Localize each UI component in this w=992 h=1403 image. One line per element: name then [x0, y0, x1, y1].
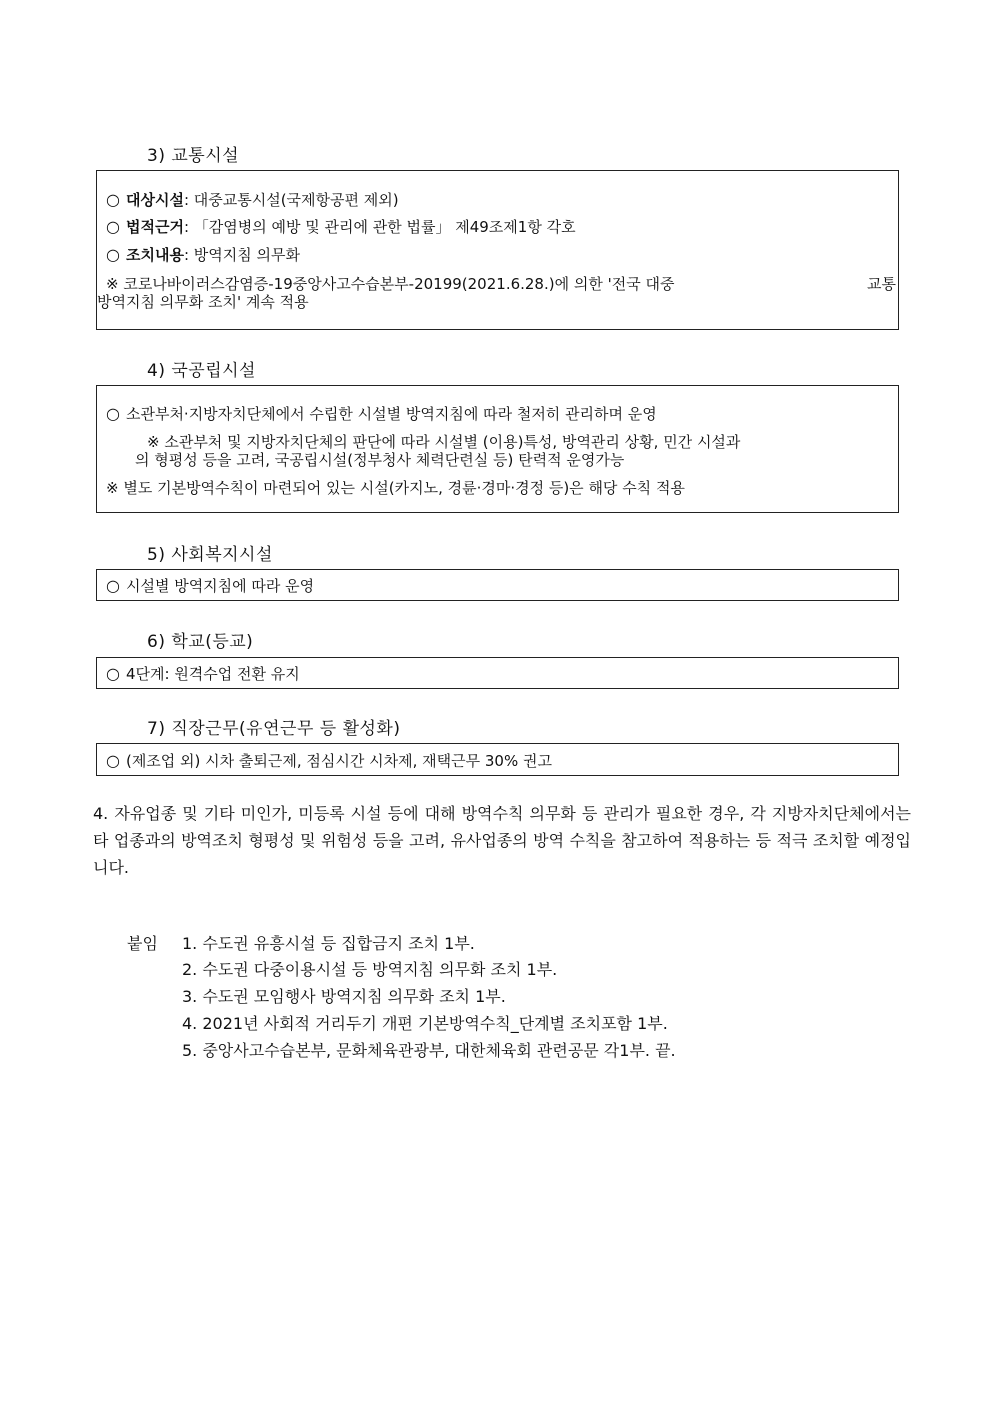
circle-bullet-icon: ○ — [106, 190, 120, 209]
paragraph-4: 4. 자유업종 및 기타 미인가, 미등록 시설 등에 대해 방역수칙 의무화 등 관리가 필요한 경우, 각 지방자치단체에서는 타 업종과의 방역조치 형평성 및 위험성 등을 고려, 유사업종의 방역 수칙을 참고하여 적용하는 등 적극 조치할 예정입니다. — [93, 804, 911, 877]
item-text: (제조업 외) 시차 출퇴근제, 점심시간 시차제, 재택근무 30% 권고 — [125, 752, 552, 770]
attachment-item: 4. 2021년 사회적 거리두기 개편 기본방역수칙_단계별 조치포함 1부. — [182, 1014, 668, 1033]
section-3-heading: 3) 교통시설 — [147, 146, 240, 166]
list-item — [106, 750, 552, 771]
note-text: 방역지침 의무화 조치' 계속 적용 — [97, 293, 309, 311]
list-item — [106, 189, 399, 210]
item-text: 4단계: 원격수업 전환 유지 — [125, 665, 300, 683]
section-6-heading: 6) 학교(등교) — [147, 632, 254, 652]
attachment-item: 3. 수도권 모임행사 방역지침 의무화 조치 1부. — [182, 987, 506, 1006]
circle-bullet-icon: ○ — [106, 245, 120, 264]
item-text: 소관부처·지방자치단체에서 수립한 시설별 방역지침에 따라 철저히 관리하며 운영 — [125, 405, 657, 423]
section-7-box — [96, 743, 899, 776]
item-label: 대상시설 — [125, 191, 184, 209]
item-text: : 대중교통시설(국제항공편 제외) — [183, 191, 399, 209]
item-text: : 「감염병의 예방 및 관리에 관한 법률」 제49조제1항 각호 — [183, 218, 576, 236]
list-item — [106, 575, 314, 596]
list-item — [106, 403, 657, 424]
attachment-label: 붙임 — [127, 934, 158, 953]
note-text: ※ 코로나바이러스감염증-19중앙사고수습본부-20199(2021.6.28.)에 의한 '전국 대중 — [106, 275, 675, 293]
attachment-item: 2. 수도권 다중이용시설 등 방역지침 의무화 조치 1부. — [182, 960, 558, 979]
section-4-box — [96, 385, 899, 513]
circle-bullet-icon: ○ — [106, 576, 120, 595]
list-item — [106, 663, 300, 684]
note-text: ※ 별도 기본방역수칙이 마련되어 있는 시설(카지노, 경륜·경마·경정 등)은 해당 수칙 적용 — [106, 479, 685, 497]
section-7-heading: 7) 직장근무(유연근무 등 활성화) — [147, 719, 401, 739]
attachment-item: 5. 중앙사고수습본부, 문화체육관광부, 대한체육회 관련공문 각1부. 끝. — [182, 1041, 676, 1060]
circle-bullet-icon: ○ — [106, 664, 120, 683]
item-label: 법적근거 — [125, 218, 184, 236]
note-text: 의 형평성 등을 고려, 국공립시설(정부청사 체력단련실 등) 탄력적 운영가능 — [135, 451, 625, 469]
section-5-heading: 5) 사회복지시설 — [147, 545, 273, 565]
note-text: 교통 — [867, 275, 896, 293]
attachment-item: 1. 수도권 유흥시설 등 집합금지 조치 1부. — [182, 934, 475, 953]
section-6-box — [96, 657, 899, 689]
item-text: : 방역지침 의무화 — [183, 246, 300, 264]
item-text: 시설별 방역지침에 따라 운영 — [125, 577, 315, 595]
note-text: ※ 소관부처 및 지방자치단체의 판단에 따라 시설별 (이용)특성, 방역관리 상황, 민간 시설과 — [147, 433, 741, 451]
item-label: 조치내용 — [125, 246, 184, 264]
section-3-box — [96, 170, 899, 330]
circle-bullet-icon: ○ — [106, 751, 120, 770]
circle-bullet-icon: ○ — [106, 217, 120, 236]
circle-bullet-icon: ○ — [106, 404, 120, 423]
list-item — [106, 216, 576, 237]
section-5-box — [96, 569, 899, 601]
list-item — [106, 244, 300, 265]
section-4-heading: 4) 국공립시설 — [147, 361, 256, 381]
